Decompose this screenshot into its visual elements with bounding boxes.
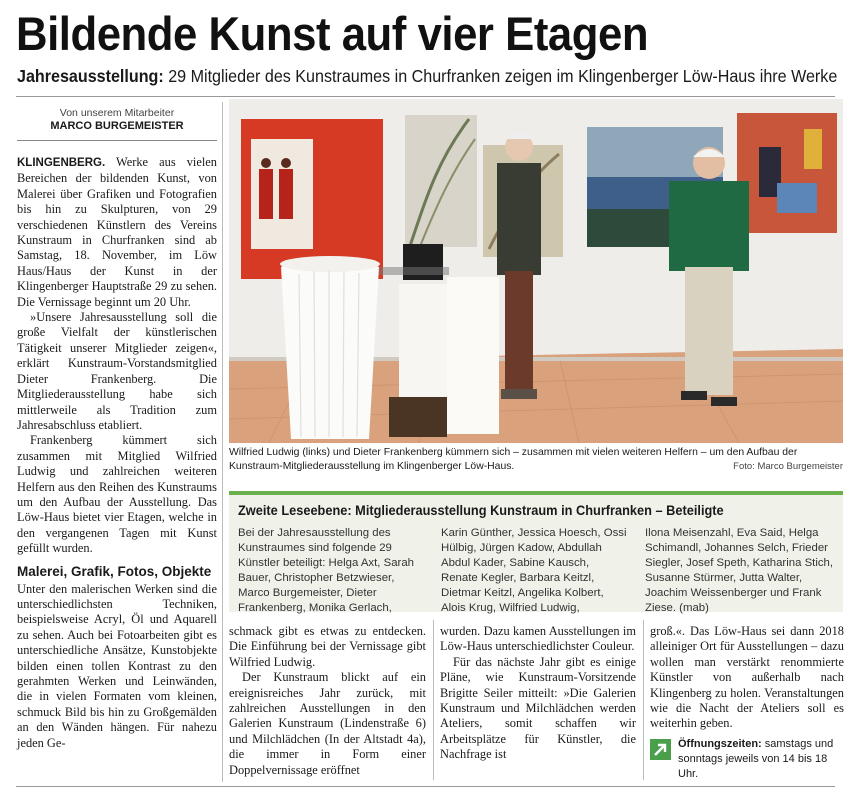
- article-column-4: [650, 624, 844, 732]
- opening-hours-label: Öffnungszeiten:: [678, 738, 762, 750]
- paragraph: groß.«. Das Löw-Haus sei dann 2018 alleiniger Ort für Ausstellungen – dazu wollen man verstärkt renommierte Künstler von außerhalb nach Klingenberg zu holen. Veranstaltungen wie die Nacht der Ateliers soll es weiterhin geben.: [650, 624, 844, 731]
- column-divider: [643, 620, 644, 780]
- paragraph: Frankenberg kümmert sich zusammen mit Mitglied Wilfried Ludwig und zahlreichen weiteren Helfern aus den Reihen des Kunstraums um den Aufbau der Ausstellung. Das Löw-Haus bietet vier Etagen, welche in den vergangenen Tagen mit Kunst gefüllt wurden.: [17, 433, 217, 556]
- photo-credit: Foto: Marco Burgemeister: [733, 460, 843, 472]
- subline: [17, 66, 837, 87]
- paragraph: [17, 155, 217, 310]
- byline: [17, 107, 217, 132]
- article-column-3: [440, 624, 636, 763]
- byline-rule: [17, 140, 217, 141]
- subline-lead: Jahresausstellung:: [17, 66, 164, 86]
- participants-column-1: Bei der Jahresausstellung des Kunstraumes sind folgende 29 Künstler beteiligt: Helga Axt, Sarah Bauer, Christopher Betzwieser, Marco Burgemeister, Dieter Frankenberg, Monika Gerlach,: [238, 527, 415, 614]
- byline-prefix: Von unserem Mitarbeiter: [59, 107, 175, 119]
- photo-illustration: [229, 99, 843, 443]
- paragraph: Unter den malerischen Werken sind die unterschiedlichsten Techniken, beispielsweise Acryl, Öl und Aquarell zu sehen. Auch bei Fotoarbeiten gibt es unterschiedliche Ansätze, Kunstobjekte bilden einen tollen Kontrast zu den gerahmten Werken und Leinwänden, die in vielen Formaten vom kleinen, schmuck Bild bis hin zu Großgemälden an den Wänden hängen. Für nahezu jeden Ge-: [17, 581, 217, 750]
- byline-author: MARCO BURGEMEISTER: [50, 120, 184, 132]
- participants-column-2: Karin Günther, Jessica Hoesch, Ossi Hülbig, Jürgen Kadow, Abdullah Abdul Kader, Sabine Kausch, Renate Kegler, Barbara Keitzl, Dietmar Keitzl, Angelika Kolbert, Alois Krug, Wilfried Ludwig,: [441, 527, 627, 614]
- headline: Bildende Kunst auf vier Etagen: [16, 7, 649, 60]
- subline-text: 29 Mitglieder des Kunstraumes in Churfranken zeigen im Klingenberger Löw-Haus ihre Werke: [163, 66, 838, 86]
- caption-text: Wilfried Ludwig (links) und Dieter Frankenberg kümmern sich – zusammen mit vielen weiteren Helfern – um den Aufbau der Kunstraum-Mitgliederausstellung im Klingenberger Löw-Haus.: [229, 447, 798, 472]
- bottom-rule: [16, 786, 835, 787]
- paragraph: »Unsere Jahresausstellung soll die große Vielfalt der künstlerischen Tätigkeit unserer Mitglieder zeigen«, erklärt Kunstraum-Vorstandsmitglied Dieter Frankenberg. Die Mitgliederausstellung habe sich mittlerweile als Tradition zum Jahresabschluss etabliert.: [17, 310, 217, 432]
- article-column-1: [17, 155, 217, 751]
- exhibition-photo: [229, 99, 843, 443]
- arrow-icon: [650, 739, 671, 760]
- paragraph: Für das nächste Jahr gibt es einige Pläne, wie Kunstraum-Vorsitzende Brigitte Seiler mitteilt: »Die Galerien Kunstraum und Milchlädchen werden Ateliers, somit schaffen wir Arbeitsplätze für Künstler, die Nachfrage ist: [440, 654, 636, 762]
- top-rule: [16, 96, 835, 97]
- paragraph: Der Kunstraum blickt auf ein ereignisreiches Jahr zurück, mit zahlreichen Ausstellungen in den Galerien Kunstraum (Lindenstraße 6) und Milchlädchen (In der Altstadt 4a), die immer in Form einer Doppelvernissage eröffnet: [229, 670, 426, 777]
- dateline: KLINGENBERG.: [17, 157, 106, 169]
- article-column-2: [229, 624, 426, 778]
- paragraph-text: Werke aus vielen Bereichen der bildenden Kunst, von Malerei über Grafiken und Fotografien bis hin zu Skulpturen, von 29 verschiedenen Künstlern des Vereins Kunstraum in Churfranken sind ab Samstag, 18. November, im Löw Haus/Haus der Kunst in der Klingenberger Hauptstraße 29 zu sehen. Die Vernissage beginnt um 20 Uhr.: [17, 155, 217, 309]
- opening-hours-text: samstags und sonntags jeweils von 14 bis 18 Uhr.: [678, 738, 834, 780]
- paragraph: wurden. Dazu kamen Ausstellungen im Löw-Haus unterschiedlichster Couleur.: [440, 624, 636, 654]
- participants-heading: Zweite Leseebene: Mitgliederausstellung Kunstraum in Churfranken – Beteiligte: [238, 503, 724, 518]
- subheading: Malerei, Grafik, Fotos, Objekte: [17, 563, 212, 579]
- opening-hours: [650, 737, 845, 782]
- participants-box: [229, 491, 843, 612]
- column-divider: [222, 102, 223, 782]
- column-divider: [433, 620, 434, 780]
- photo-caption: [229, 446, 843, 473]
- paragraph: schmack gibt es etwas zu entdecken. Die Einführung bei der Vernissage gibt Wilfried Ludwig.: [229, 624, 426, 669]
- participants-column-3: Ilona Meisenzahl, Eva Said, Helga Schimandl, Johannes Selch, Frieder Siegler, Josef Speth, Katharina Stich, Susanne Stürmer, Jutta Walter, Joachim Weissenberger und Frank Ziese. (mab): [645, 527, 834, 614]
